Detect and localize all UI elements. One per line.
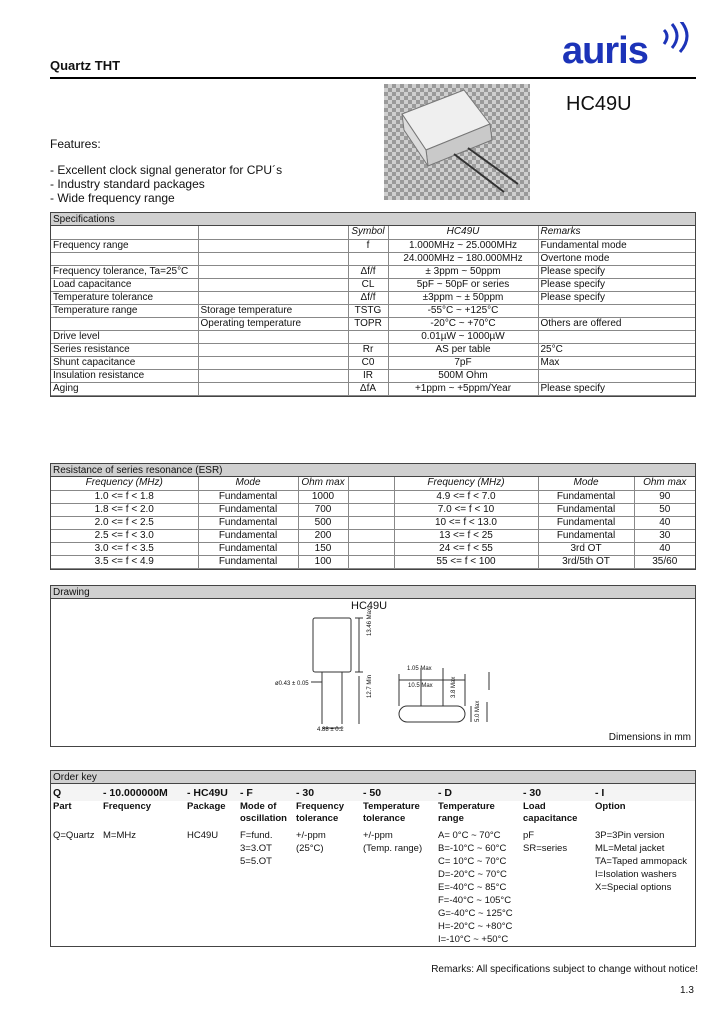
order-cell: 3=3.OT xyxy=(240,842,272,854)
order-cell: D=-20°C ~ 70°C xyxy=(438,868,507,880)
esr-cell: 100 xyxy=(298,555,348,568)
esr-gap xyxy=(348,490,394,503)
esr-cell: 30 xyxy=(634,529,695,542)
spec-remark xyxy=(538,369,695,382)
order-header: Temperature range xyxy=(438,801,495,824)
header-cell: Mode xyxy=(198,477,298,490)
spec-sub-param xyxy=(198,291,348,304)
spec-param: Aging xyxy=(51,382,198,395)
spec-row xyxy=(51,356,695,369)
order-key-title: Order key xyxy=(51,771,695,784)
specifications-table xyxy=(51,226,695,396)
order-cell xyxy=(294,933,361,946)
order-cell xyxy=(51,855,101,868)
dim-pitch: 4.88 ± 0.2 xyxy=(317,727,344,733)
spec-symbol: Δf/f xyxy=(348,265,388,278)
category-title: Quartz THT xyxy=(50,58,121,73)
order-cell: X=Special options xyxy=(595,881,672,893)
spec-param xyxy=(51,252,198,265)
esr-cell: 90 xyxy=(634,490,695,503)
header-cell: Ohm max xyxy=(634,477,695,490)
order-cell xyxy=(101,855,185,868)
order-cell xyxy=(101,842,185,855)
order-cell xyxy=(51,933,101,946)
spec-sub-param xyxy=(198,278,348,291)
order-cell: +/-ppm xyxy=(296,829,326,841)
order-cell xyxy=(101,868,185,881)
order-cell: TA=Taped ammopack xyxy=(595,855,687,867)
feature-item: - Wide frequency range xyxy=(50,191,175,205)
esr-cell: 35/60 xyxy=(634,555,695,568)
order-header: Option xyxy=(595,801,626,812)
esr-cell: Fundamental xyxy=(538,516,634,529)
spec-value: 500M Ohm xyxy=(388,369,538,382)
order-cell: G=-40°C ~ 125°C xyxy=(438,907,513,919)
dim-thickness: 1.05 Max xyxy=(407,666,432,672)
header-cell: Ohm max xyxy=(298,477,348,490)
spec-row xyxy=(51,382,695,395)
esr-row xyxy=(51,542,695,555)
esr-row xyxy=(51,529,695,542)
esr-title: Resistance of series resonance (ESR) xyxy=(51,464,695,477)
footer-remark: Remarks: All specifications subject to change without notice! xyxy=(431,964,698,975)
order-cell xyxy=(101,933,185,946)
spec-remark: Please specify xyxy=(538,265,695,278)
spec-row xyxy=(51,369,695,382)
esr-cell: 24 <= f < 55 xyxy=(394,542,538,555)
spec-sub-param xyxy=(198,369,348,382)
esr-cell: 200 xyxy=(298,529,348,542)
order-cell xyxy=(361,868,436,881)
esr-gap xyxy=(348,529,394,542)
spec-sub-param xyxy=(198,343,348,356)
esr-row xyxy=(51,516,695,529)
order-cell: I=-10°C ~ +50°C xyxy=(438,933,509,945)
order-key-section xyxy=(50,770,696,947)
order-cell xyxy=(238,907,294,920)
spec-value: +1ppm ~ +5ppm/Year xyxy=(388,382,538,395)
esr-cell: 40 xyxy=(634,542,695,555)
order-cell: F=-40°C ~ 105°C xyxy=(438,894,512,906)
order-code-part: - 30 xyxy=(521,784,593,801)
order-cell xyxy=(294,920,361,933)
feature-item: - Industry standard packages xyxy=(50,177,205,191)
esr-cell: 10 <= f < 13.0 xyxy=(394,516,538,529)
drawing-section xyxy=(50,585,696,747)
spec-symbol: TOPR xyxy=(348,317,388,330)
order-cell xyxy=(51,894,101,907)
order-cell xyxy=(294,855,361,868)
esr-cell: 2.5 <= f < 3.0 xyxy=(51,529,198,542)
spec-remark: Please specify xyxy=(538,278,695,291)
header-cell: Symbol xyxy=(348,226,388,239)
spec-param: Insulation resistance xyxy=(51,369,198,382)
order-cell xyxy=(521,920,593,933)
dimension-drawing xyxy=(251,614,511,739)
esr-cell: Fundamental xyxy=(538,529,634,542)
order-cell xyxy=(593,920,695,933)
spec-param: Frequency range xyxy=(51,239,198,252)
esr-cell: 1.0 <= f < 1.8 xyxy=(51,490,198,503)
spec-sub-param xyxy=(198,356,348,369)
specifications-section xyxy=(50,212,696,397)
order-cell xyxy=(521,894,593,907)
spec-value: ± 3ppm ~ 50ppm xyxy=(388,265,538,278)
order-cell xyxy=(101,920,185,933)
header-cell: Remarks xyxy=(538,226,695,239)
esr-cell: Fundamental xyxy=(198,529,298,542)
spec-symbol: IR xyxy=(348,369,388,382)
order-cell: F=fund. xyxy=(240,829,273,841)
order-cell: SR=series xyxy=(523,842,568,854)
spec-param: Temperature range xyxy=(51,304,198,317)
spec-remark: Others are offered xyxy=(538,317,695,330)
order-code-part: - F xyxy=(238,784,294,801)
order-code-part: - 10.000000M xyxy=(101,784,185,801)
order-cell xyxy=(361,855,436,868)
drawing-title: Drawing xyxy=(51,586,695,599)
order-cell xyxy=(361,920,436,933)
spec-row xyxy=(51,304,695,317)
spec-sub-param xyxy=(198,330,348,343)
order-cell xyxy=(185,920,238,933)
order-row xyxy=(51,907,695,920)
spec-param: Frequency tolerance, Ta=25°C xyxy=(51,265,198,278)
order-code-part: - HC49U xyxy=(185,784,238,801)
order-cell xyxy=(294,907,361,920)
spec-remark xyxy=(538,304,695,317)
esr-cell: 7.0 <= f < 10 xyxy=(394,503,538,516)
order-row xyxy=(51,920,695,933)
order-cell xyxy=(101,881,185,894)
order-cell xyxy=(51,868,101,881)
order-cell xyxy=(521,881,593,894)
spec-row xyxy=(51,291,695,304)
esr-cell: Fundamental xyxy=(198,503,298,516)
brand-logo: auris xyxy=(562,30,648,72)
spec-symbol xyxy=(348,252,388,265)
esr-cell: 4.9 <= f < 7.0 xyxy=(394,490,538,503)
order-cell: I=Isolation washers xyxy=(595,868,677,880)
order-cell xyxy=(593,907,695,920)
spec-symbol: CL xyxy=(348,278,388,291)
dim-lead-length: 12.7 Min xyxy=(367,674,373,698)
esr-cell: 500 xyxy=(298,516,348,529)
spec-sub-param xyxy=(198,239,348,252)
order-code-part: - 50 xyxy=(361,784,436,801)
esr-section xyxy=(50,463,696,570)
dim-width: 10.5 Max xyxy=(408,683,433,689)
spec-value: 5pF ~ 50pF or series xyxy=(388,278,538,291)
order-cell xyxy=(294,881,361,894)
order-header: Frequency tolerance xyxy=(296,801,345,824)
order-cell xyxy=(521,855,593,868)
spec-row xyxy=(51,278,695,291)
esr-cell: 3rd/5th OT xyxy=(538,555,634,568)
header-cell: Mode xyxy=(538,477,634,490)
esr-cell: 3.0 <= f < 3.5 xyxy=(51,542,198,555)
order-key-table xyxy=(51,784,695,946)
order-cell xyxy=(238,894,294,907)
esr-cell: 55 <= f < 100 xyxy=(394,555,538,568)
order-code-part: - I xyxy=(593,784,695,801)
order-cell xyxy=(294,868,361,881)
spec-row xyxy=(51,252,695,265)
order-cell xyxy=(51,907,101,920)
order-header: Package xyxy=(187,801,226,812)
esr-cell: 40 xyxy=(634,516,695,529)
order-code-part: Q xyxy=(51,784,101,801)
header-cell xyxy=(51,226,198,239)
spec-sub-param: Storage temperature xyxy=(198,304,348,317)
esr-cell: Fundamental xyxy=(198,490,298,503)
spec-value: ±3ppm ~ ± 50ppm xyxy=(388,291,538,304)
esr-table xyxy=(51,477,695,569)
order-row xyxy=(51,933,695,946)
features-list xyxy=(50,163,282,205)
order-cell xyxy=(51,920,101,933)
order-cell xyxy=(238,920,294,933)
order-cell xyxy=(185,881,238,894)
spec-header-row xyxy=(51,226,695,239)
specifications-title: Specifications xyxy=(51,213,695,226)
esr-gap xyxy=(348,516,394,529)
esr-cell: Fundamental xyxy=(198,542,298,555)
spec-sub-param xyxy=(198,252,348,265)
spec-param: Drive level xyxy=(51,330,198,343)
order-header: Load capacitance xyxy=(523,801,578,824)
order-cell: (25°C) xyxy=(296,842,324,854)
order-header: Mode of oscillation xyxy=(240,801,287,824)
order-cell: M=MHz xyxy=(103,829,136,841)
spec-row xyxy=(51,239,695,252)
order-cell: HC49U xyxy=(187,829,219,841)
order-cell xyxy=(51,842,101,855)
wireless-waves-icon xyxy=(660,22,700,62)
spec-symbol: TSTG xyxy=(348,304,388,317)
order-cell: H=-20°C ~ +80°C xyxy=(438,920,513,932)
spec-remark: Please specify xyxy=(538,291,695,304)
spec-remark: Please specify xyxy=(538,382,695,395)
header-cell xyxy=(198,226,348,239)
order-cell: E=-40°C ~ 85°C xyxy=(438,881,507,893)
spec-value: -55°C ~ +125°C xyxy=(388,304,538,317)
order-cell: ML=Metal jacket xyxy=(595,842,665,854)
spec-row xyxy=(51,343,695,356)
order-cell xyxy=(521,933,593,946)
header-divider xyxy=(50,77,696,79)
esr-row xyxy=(51,555,695,568)
spec-remark: 25°C xyxy=(538,343,695,356)
order-row xyxy=(51,829,695,842)
order-cell xyxy=(101,907,185,920)
header-cell: HC49U xyxy=(388,226,538,239)
spec-param: Shunt capacitance xyxy=(51,356,198,369)
esr-gap xyxy=(348,477,394,490)
page-number: 1.3 xyxy=(680,985,694,996)
order-code-row xyxy=(51,784,695,801)
order-row xyxy=(51,855,695,868)
order-cell: 5=5.OT xyxy=(240,855,272,867)
esr-cell: 1000 xyxy=(298,490,348,503)
spec-value: 7pF xyxy=(388,356,538,369)
esr-cell: Fundamental xyxy=(198,555,298,568)
order-cell: A= 0°C ~ 70°C xyxy=(438,829,501,841)
spec-symbol: C0 xyxy=(348,356,388,369)
order-cell xyxy=(294,894,361,907)
spec-value: 1.000MHz ~ 25.000MHz xyxy=(388,239,538,252)
spec-param: Temperature tolerance xyxy=(51,291,198,304)
order-header: Temperature tolerance xyxy=(363,801,420,824)
esr-cell: Fundamental xyxy=(198,516,298,529)
product-photo xyxy=(384,84,530,200)
order-cell xyxy=(521,907,593,920)
order-cell xyxy=(593,894,695,907)
spec-sub-param: Operating temperature xyxy=(198,317,348,330)
spec-symbol: Δf/f xyxy=(348,291,388,304)
esr-gap xyxy=(348,555,394,568)
spec-row xyxy=(51,317,695,330)
drawing-model: HC49U xyxy=(351,600,388,612)
dim-depth: 5.0 Max xyxy=(475,700,481,722)
spec-symbol xyxy=(348,330,388,343)
esr-header-row xyxy=(51,477,695,490)
feature-item: - Excellent clock signal generator for CPU´s xyxy=(50,163,283,177)
spec-row xyxy=(51,265,695,278)
esr-row xyxy=(51,503,695,516)
spec-remark: Fundamental mode xyxy=(538,239,695,252)
order-row xyxy=(51,881,695,894)
order-cell xyxy=(185,933,238,946)
esr-cell: 1.8 <= f < 2.0 xyxy=(51,503,198,516)
spec-sub-param xyxy=(198,382,348,395)
order-cell xyxy=(238,868,294,881)
spec-value: AS per table xyxy=(388,343,538,356)
order-header: Part xyxy=(53,801,72,812)
spec-remark: Overtone mode xyxy=(538,252,695,265)
order-cell: pF xyxy=(523,829,535,841)
order-row xyxy=(51,894,695,907)
spec-symbol: ΔfA xyxy=(348,382,388,395)
order-cell xyxy=(185,842,238,855)
spec-value: 0.01µW ~ 1000µW xyxy=(388,330,538,343)
spec-remark: Max xyxy=(538,356,695,369)
order-cell xyxy=(361,907,436,920)
order-cell xyxy=(101,894,185,907)
order-code-part: - D xyxy=(436,784,521,801)
spec-param: Series resistance xyxy=(51,343,198,356)
features-title: Features: xyxy=(50,137,101,151)
dim-height: 13.46 Max xyxy=(367,607,373,636)
spec-value: 24.000MHz ~ 180.000MHz xyxy=(388,252,538,265)
order-cell xyxy=(185,868,238,881)
order-cell: +/-ppm xyxy=(363,829,393,841)
order-cell: C= 10°C ~ 70°C xyxy=(438,855,507,867)
order-cell xyxy=(185,855,238,868)
esr-cell: 150 xyxy=(298,542,348,555)
order-cell xyxy=(521,868,593,881)
spec-remark xyxy=(538,330,695,343)
order-cell xyxy=(593,933,695,946)
header-cell: Frequency (MHz) xyxy=(394,477,538,490)
spec-param xyxy=(51,317,198,330)
esr-gap xyxy=(348,542,394,555)
spec-symbol: Rr xyxy=(348,343,388,356)
order-header-row xyxy=(51,801,695,829)
esr-cell: 2.0 <= f < 2.5 xyxy=(51,516,198,529)
esr-cell: Fundamental xyxy=(538,490,634,503)
esr-cell: 700 xyxy=(298,503,348,516)
order-cell: (Temp. range) xyxy=(363,842,423,854)
spec-row xyxy=(51,330,695,343)
spec-value: -20°C ~ +70°C xyxy=(388,317,538,330)
order-code-part: - 30 xyxy=(294,784,361,801)
esr-cell: 3.5 <= f < 4.9 xyxy=(51,555,198,568)
header-cell: Frequency (MHz) xyxy=(51,477,198,490)
order-cell xyxy=(185,894,238,907)
order-cell xyxy=(51,881,101,894)
esr-row xyxy=(51,490,695,503)
order-cell: Q=Quartz xyxy=(53,829,95,841)
spec-sub-param xyxy=(198,265,348,278)
spec-symbol: f xyxy=(348,239,388,252)
order-cell: B=-10°C ~ 60°C xyxy=(438,842,507,854)
order-cell xyxy=(185,907,238,920)
esr-cell: 50 xyxy=(634,503,695,516)
order-cell xyxy=(361,933,436,946)
esr-cell: 3rd OT xyxy=(538,542,634,555)
order-row xyxy=(51,868,695,881)
order-cell xyxy=(238,933,294,946)
dimensions-note: Dimensions in mm xyxy=(608,732,691,743)
model-heading: HC49U xyxy=(566,93,632,115)
esr-gap xyxy=(348,503,394,516)
order-row xyxy=(51,842,695,855)
dim-side-height: 3.8 Max xyxy=(451,676,457,698)
order-cell xyxy=(238,881,294,894)
esr-cell: 13 <= f < 25 xyxy=(394,529,538,542)
esr-cell: Fundamental xyxy=(538,503,634,516)
order-cell: 3P=3Pin version xyxy=(595,829,665,841)
order-header: Frequency xyxy=(103,801,152,812)
spec-param: Load capacitance xyxy=(51,278,198,291)
dim-lead-diameter: ø0.43 ± 0.05 xyxy=(275,681,309,687)
order-cell xyxy=(361,894,436,907)
order-cell xyxy=(361,881,436,894)
